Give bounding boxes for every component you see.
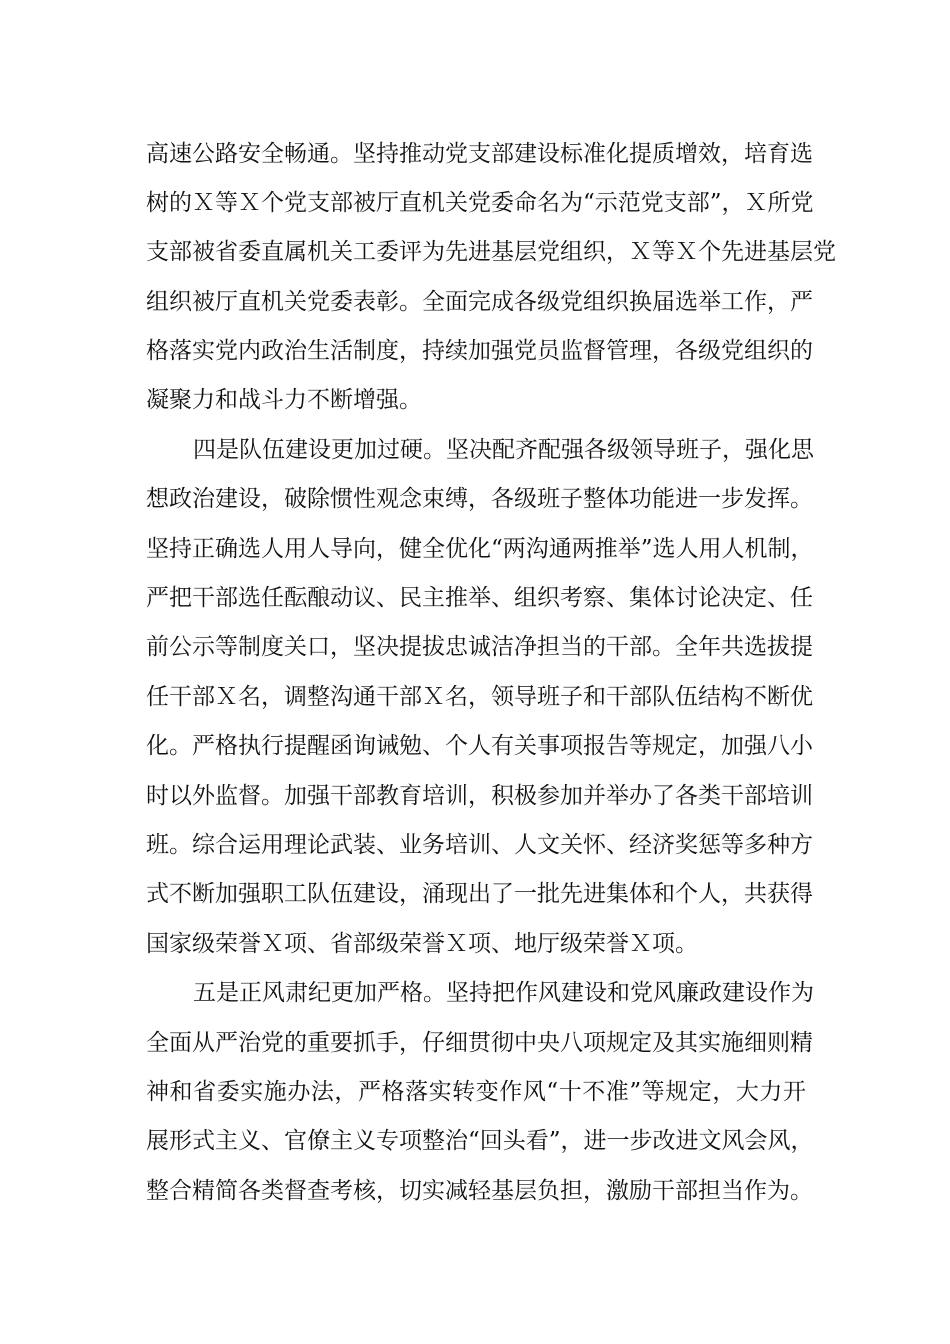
paragraph-line: 组织被厅直机关党委表彰。全面完成各级党组织换届选举工作，严 [146, 289, 813, 315]
paragraph-line: 班。综合运用理论武装、业务培训、人文关怀、经济奖惩等多种方 [146, 832, 813, 858]
paragraph-line: 高速公路安全畅通。坚持推动党支部建设标准化提质增效，培育选 [146, 141, 813, 167]
paragraph-line: 严把干部选任酝酿动议、民主推举、组织考察、集体讨论决定、任 [146, 585, 813, 611]
paragraph-line: 式不断加强职工队伍建设，涌现出了一批先进集体和个人，共获得 [146, 881, 813, 907]
paragraph-line: 想政治建设，破除惯性观念束缚，各级班子整体功能进一步发挥。 [146, 486, 813, 512]
paragraph-line: 坚持正确选人用人导向，健全优化“两沟通两推举”选人用人机制， [146, 536, 814, 562]
paragraph-line: 时以外监督。加强干部教育培训，积极参加并举办了各类干部培训 [146, 783, 813, 809]
paragraph-line: 前公示等制度关口，坚决提拔忠诚洁净担当的干部。全年共选拔提 [146, 634, 813, 660]
paragraph-line: 整合精简各类督查考核，切实减轻基层负担，激励干部担当作为。 [146, 1178, 813, 1204]
paragraph-line: 格落实党内政治生活制度，持续加强党员监督管理，各级党组织的 [146, 338, 813, 364]
paragraph-line: 神和省委实施办法，严格落实转变作风“十不准”等规定，大力开 [146, 1079, 806, 1105]
paragraph-line: 支部被省委直属机关工委评为先进基层党组织，Ｘ等Ｘ个先进基层党 [146, 239, 836, 265]
paragraph-first-line: 四是队伍建设更加过硬。坚决配齐配强各级领导班子，强化思 [193, 437, 814, 463]
paragraph-line: 化。严格执行提醒函询诫勉、个人有关事项报告等规定，加强八小 [146, 733, 813, 759]
paragraph-line: 树的Ｘ等Ｘ个党支部被厅直机关党委命名为“示范党支部”，Ｘ所党 [146, 190, 814, 216]
paragraph-first-line: 五是正风肃纪更加严格。坚持把作风建设和党风廉政建设作为 [193, 980, 814, 1006]
paragraph-line: 展形式主义、官僚主义专项整治“回头看”，进一步改进文风会风， [146, 1128, 814, 1154]
paragraph-line: 凝聚力和战斗力不断增强。 [146, 387, 422, 413]
paragraph-line: 任干部Ｘ名，调整沟通干部Ｘ名，领导班子和干部队伍结构不断优 [146, 684, 813, 710]
paragraph-line: 国家级荣誉Ｘ项、省部级荣誉Ｘ项、地厅级荣誉Ｘ项。 [146, 931, 698, 957]
paragraph-line: 全面从严治党的重要抓手，仔细贯彻中央八项规定及其实施细则精 [146, 1030, 813, 1056]
